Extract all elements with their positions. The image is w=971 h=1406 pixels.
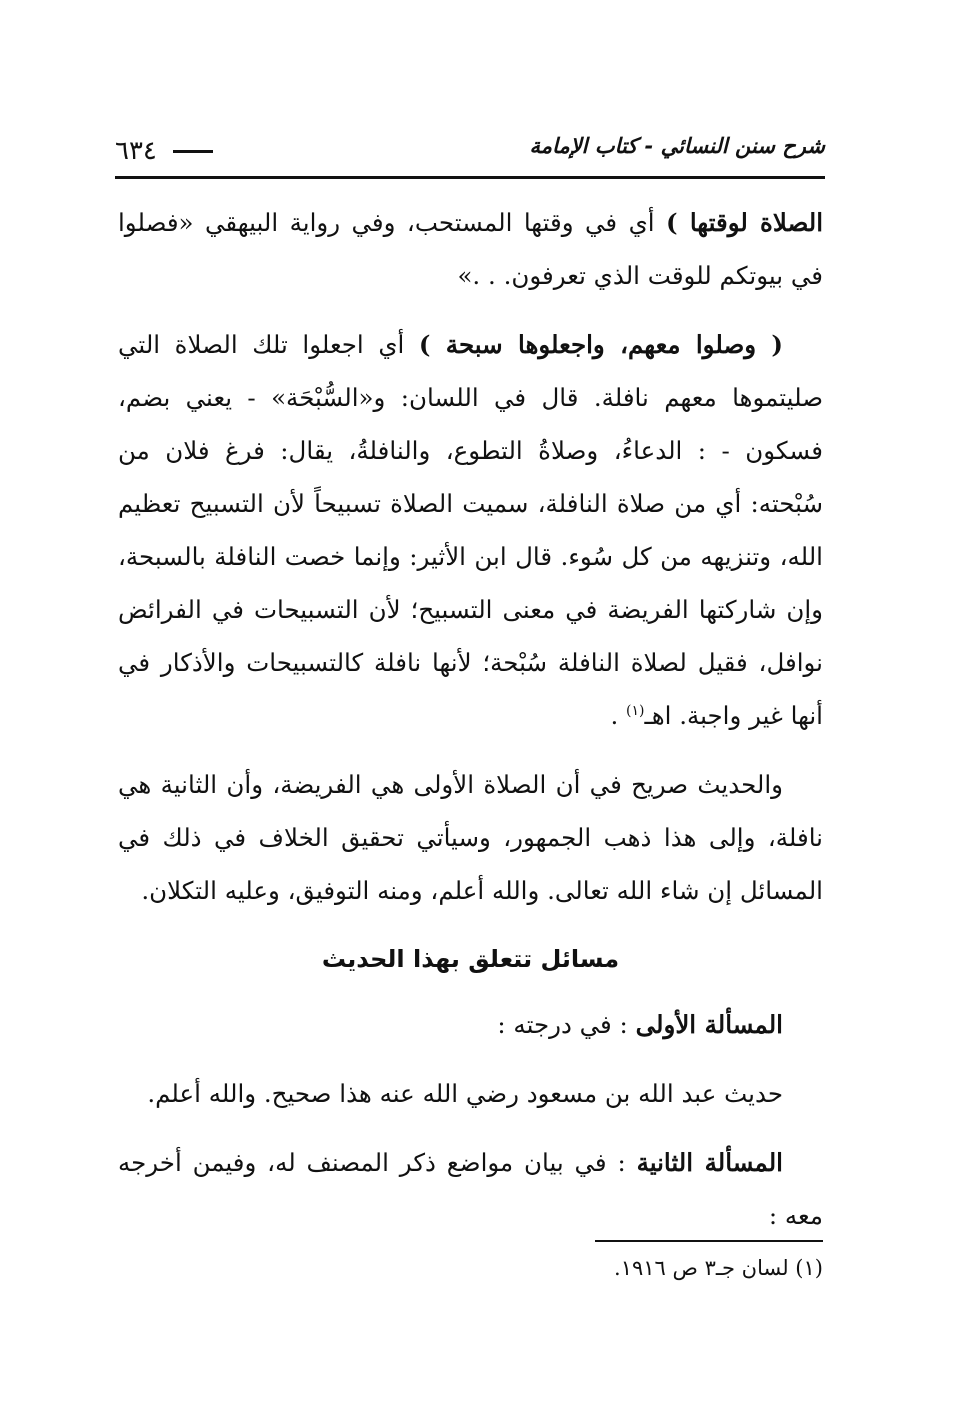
page-number-dash	[173, 150, 213, 153]
issue-2-lead: المسألة الثانية	[636, 1148, 783, 1177]
page-number	[115, 136, 213, 166]
paragraph-1-lead: الصلاة لوقتها )	[666, 208, 824, 237]
footnote-reference[interactable]: (١)	[626, 702, 645, 719]
issue-2-text: : في بيان مواضع ذكر المصنف له، وفيمن أخرجه معه :	[118, 1148, 823, 1230]
issue-1-body-text: حديث عبد الله بن مسعود رضي الله عنه هذا صحيح. والله أعلم.	[147, 1079, 783, 1108]
paragraph-2-tail: .	[610, 701, 627, 730]
page-number-value: ٦٣٤	[115, 136, 157, 166]
paragraph-1-text: أي في وقتها المستحب، وفي رواية البيهقي «فصلوا في بيوتكم للوقت الذي تعرفون. . .»	[118, 208, 823, 290]
issue-1	[118, 998, 823, 1051]
issue-2	[118, 1136, 823, 1242]
section-heading: مسائل تتعلق بهذا الحديث	[321, 945, 620, 973]
main-text	[118, 196, 823, 1258]
running-title: شرح سنن النسائي - كتاب الإمامة	[529, 134, 825, 158]
paragraph-3	[118, 758, 823, 917]
issue-1-text: : في درجته :	[497, 1010, 628, 1039]
paragraph-2-lead: ( وصلوا معهم، واجعلوها سبحة )	[418, 330, 783, 359]
issue-1-lead: المسألة الأولى	[635, 1010, 783, 1039]
paragraph-2	[118, 318, 823, 742]
paragraph-1	[118, 196, 823, 302]
header-rule	[115, 176, 825, 179]
footnote-rule	[595, 1240, 823, 1242]
footnote: (١) لسان جـ٣ ص ١٩١٦.	[614, 1256, 823, 1280]
page-header	[115, 128, 825, 178]
paragraph-2-text: أي اجعلوا تلك الصلاة التي صليتموها معهم نافلة. قال في اللسان: و«السُّبْحَة» - يعني بضم، فسكون - : الدعاءُ، وصلاةُ التطوع، والنافلةُ، يقال: فرغ فلان من سُبْحته: أي من صلاة النافلة، سميت الصلاة تسبيحاً لأن التسبيح تعظيم الله، وتنزيهه من كل سُوء. قال ابن الأثير: وإنما خصت النافلة بالسبحة، وإن شاركتها الفريضة في معنى التسبيح؛ لأن التسبيحات في الفرائض نوافل، فقيل لصلاة النافلة سُبْحة؛ لأنها نافلة كالتسبيحات والأذكار في أنها غير واجبة. اهـ	[118, 330, 823, 730]
paragraph-3-text: والحديث صريح في أن الصلاة الأولى هي الفريضة، وأن الثانية هي نافلة، وإلى هذا ذهب الجمهور، وسيأتي تحقيق الخلاف في ذلك في المسائل إن شاء الله تعالى. والله أعلم، ومنه التوفيق، وعليه التكلان.	[118, 770, 823, 905]
issue-1-body	[118, 1067, 823, 1120]
